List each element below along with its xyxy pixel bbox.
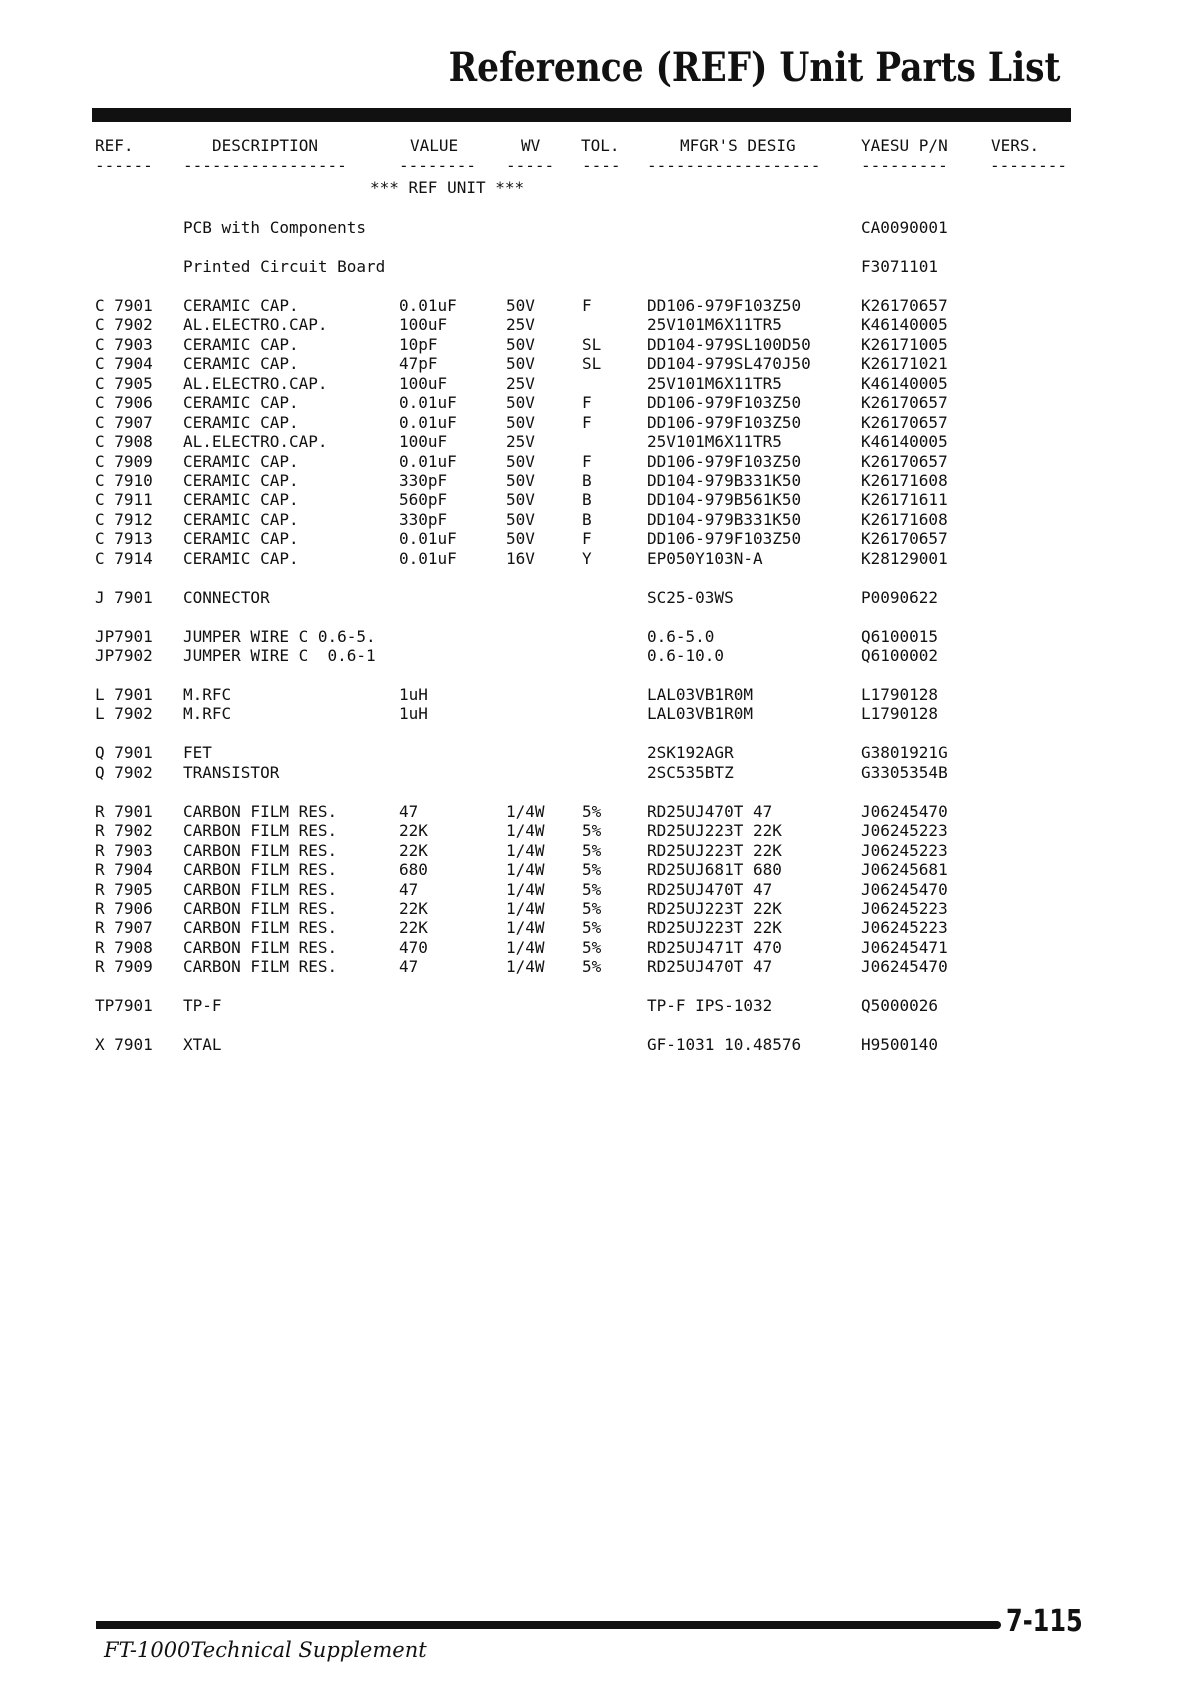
cell-value: 47	[399, 957, 419, 976]
cell-description: CERAMIC CAP.	[183, 452, 299, 471]
cell-yaesu-pn: K46140005	[861, 315, 948, 334]
cell-wv: 1/4W	[506, 880, 545, 899]
cell-description: TRANSISTOR	[183, 763, 280, 782]
cell-description: Printed Circuit Board	[183, 257, 386, 276]
cell-value: 10pF	[399, 335, 438, 354]
cell-description: CERAMIC CAP.	[183, 490, 299, 509]
cell-mfgr-desig: RD25UJ471T 470	[647, 938, 782, 957]
dash-description: -----------------	[183, 156, 347, 175]
cell-value: 0.01uF	[399, 393, 457, 412]
cell-value: 100uF	[399, 432, 448, 451]
cell-wv: 1/4W	[506, 821, 545, 840]
header-ref: REF.	[95, 136, 134, 155]
cell-tol: F	[582, 393, 592, 412]
cell-ref: C 7910	[95, 471, 153, 490]
cell-description: CERAMIC CAP.	[183, 335, 299, 354]
cell-value: 680	[399, 860, 428, 879]
cell-ref: R 7905	[95, 880, 153, 899]
cell-tol: F	[582, 452, 592, 471]
cell-mfgr-desig: DD104-979SL100D50	[647, 335, 811, 354]
cell-tol: 5%	[582, 957, 602, 976]
page-title: Reference (REF) Unit Parts List	[448, 44, 1060, 91]
cell-yaesu-pn: K26171608	[861, 510, 948, 529]
cell-mfgr-desig: DD104-979B331K50	[647, 471, 802, 490]
cell-description: CARBON FILM RES.	[183, 841, 338, 860]
cell-tol: B	[582, 490, 592, 509]
cell-value: 47pF	[399, 354, 438, 373]
cell-wv: 25V	[506, 374, 535, 393]
cell-mfgr-desig: DD104-979B331K50	[647, 510, 802, 529]
cell-mfgr-desig: RD25UJ470T 47	[647, 957, 773, 976]
cell-yaesu-pn: K26170657	[861, 529, 948, 548]
cell-wv: 16V	[506, 549, 535, 568]
cell-value: 22K	[399, 841, 428, 860]
cell-ref: R 7907	[95, 918, 153, 937]
cell-yaesu-pn: K26171608	[861, 471, 948, 490]
cell-ref: C 7905	[95, 374, 153, 393]
cell-description: CERAMIC CAP.	[183, 296, 299, 315]
cell-yaesu-pn: J06245681	[861, 860, 948, 879]
cell-description: AL.ELECTRO.CAP.	[183, 315, 328, 334]
dash-value: --------	[399, 156, 477, 175]
cell-description: CARBON FILM RES.	[183, 938, 338, 957]
cell-tol: B	[582, 471, 592, 490]
cell-ref: R 7903	[95, 841, 153, 860]
cell-value: 560pF	[399, 490, 448, 509]
cell-ref: R 7902	[95, 821, 153, 840]
cell-tol: 5%	[582, 821, 602, 840]
header-description: DESCRIPTION	[212, 136, 318, 155]
page-number: 7-115	[1006, 1604, 1083, 1639]
dash-tol: ----	[582, 156, 621, 175]
cell-description: CARBON FILM RES.	[183, 821, 338, 840]
cell-value: 0.01uF	[399, 452, 457, 471]
cell-description: AL.ELECTRO.CAP.	[183, 432, 328, 451]
cell-wv: 1/4W	[506, 957, 545, 976]
cell-yaesu-pn: J06245223	[861, 841, 948, 860]
cell-description: CERAMIC CAP.	[183, 529, 299, 548]
cell-description: CARBON FILM RES.	[183, 899, 338, 918]
cell-mfgr-desig: RD25UJ470T 47	[647, 880, 773, 899]
cell-description: M.RFC	[183, 704, 232, 723]
header-vers: VERS.	[991, 136, 1040, 155]
cell-yaesu-pn: K26170657	[861, 296, 948, 315]
cell-yaesu-pn: K46140005	[861, 432, 948, 451]
cell-value: 1uH	[399, 704, 428, 723]
cell-wv: 25V	[506, 432, 535, 451]
cell-tol: F	[582, 413, 592, 432]
cell-value: 47	[399, 802, 419, 821]
dash-vers: --------	[990, 156, 1068, 175]
cell-description: CARBON FILM RES.	[183, 957, 338, 976]
cell-mfgr-desig: GF-1031 10.48576	[647, 1035, 802, 1054]
cell-tol: 5%	[582, 802, 602, 821]
cell-ref: C 7911	[95, 490, 153, 509]
cell-value: 0.01uF	[399, 296, 457, 315]
cell-yaesu-pn: Q6100002	[861, 646, 939, 665]
cell-ref: C 7907	[95, 413, 153, 432]
cell-description: PCB with Components	[183, 218, 367, 237]
cell-mfgr-desig: SC25-03WS	[647, 588, 734, 607]
cell-mfgr-desig: TP-F IPS-1032	[647, 996, 773, 1015]
dash-wv: -----	[506, 156, 555, 175]
header-value: VALUE	[410, 136, 459, 155]
cell-yaesu-pn: K26171021	[861, 354, 948, 373]
cell-ref: C 7904	[95, 354, 153, 373]
cell-ref: J 7901	[95, 588, 153, 607]
footer-document-title: FT-1000Technical Supplement	[104, 1638, 427, 1662]
cell-yaesu-pn: K28129001	[861, 549, 948, 568]
header-tol: TOL.	[581, 136, 620, 155]
cell-wv: 1/4W	[506, 802, 545, 821]
cell-wv: 50V	[506, 490, 535, 509]
cell-yaesu-pn: J06245223	[861, 821, 948, 840]
cell-wv: 50V	[506, 471, 535, 490]
cell-yaesu-pn: J06245470	[861, 802, 948, 821]
cell-value: 0.01uF	[399, 549, 457, 568]
cell-value: 330pF	[399, 510, 448, 529]
cell-ref: C 7906	[95, 393, 153, 412]
cell-description: CARBON FILM RES.	[183, 880, 338, 899]
cell-mfgr-desig: RD25UJ223T 22K	[647, 918, 782, 937]
cell-description: CERAMIC CAP.	[183, 510, 299, 529]
cell-mfgr-desig: 2SK192AGR	[647, 743, 734, 762]
cell-mfgr-desig: DD106-979F103Z50	[647, 452, 802, 471]
cell-description: CERAMIC CAP.	[183, 471, 299, 490]
cell-ref: JP7901	[95, 627, 153, 646]
cell-tol: B	[582, 510, 592, 529]
cell-description: XTAL	[183, 1035, 222, 1054]
cell-ref: C 7902	[95, 315, 153, 334]
cell-mfgr-desig: 0.6-5.0	[647, 627, 715, 646]
cell-mfgr-desig: RD25UJ223T 22K	[647, 821, 782, 840]
cell-ref: C 7914	[95, 549, 153, 568]
cell-yaesu-pn: Q6100015	[861, 627, 939, 646]
cell-mfgr-desig: DD106-979F103Z50	[647, 393, 802, 412]
cell-value: 22K	[399, 918, 428, 937]
cell-yaesu-pn: P0090622	[861, 588, 939, 607]
cell-tol: 5%	[582, 841, 602, 860]
cell-wv: 50V	[506, 354, 535, 373]
cell-yaesu-pn: CA0090001	[861, 218, 948, 237]
cell-value: 470	[399, 938, 428, 957]
dash-yaesu-pn: ---------	[861, 156, 948, 175]
cell-mfgr-desig: RD25UJ681T 680	[647, 860, 782, 879]
cell-tol: F	[582, 296, 592, 315]
cell-value: 0.01uF	[399, 413, 457, 432]
cell-wv: 50V	[506, 510, 535, 529]
cell-yaesu-pn: J06245223	[861, 918, 948, 937]
cell-yaesu-pn: Q5000026	[861, 996, 939, 1015]
cell-description: TP-F	[183, 996, 222, 1015]
cell-tol: 5%	[582, 918, 602, 937]
cell-mfgr-desig: RD25UJ470T 47	[647, 802, 773, 821]
cell-tol: 5%	[582, 899, 602, 918]
cell-description: CARBON FILM RES.	[183, 802, 338, 821]
dash-ref: ------	[95, 156, 153, 175]
cell-mfgr-desig: DD104-979SL470J50	[647, 354, 811, 373]
cell-wv: 50V	[506, 335, 535, 354]
cell-mfgr-desig: DD106-979F103Z50	[647, 296, 802, 315]
cell-ref: Q 7901	[95, 743, 153, 762]
cell-mfgr-desig: 25V101M6X11TR5	[647, 432, 782, 451]
cell-value: 100uF	[399, 315, 448, 334]
cell-yaesu-pn: G3305354B	[861, 763, 948, 782]
footer-rule	[96, 1621, 1001, 1629]
cell-value: 47	[399, 880, 419, 899]
cell-ref: JP7902	[95, 646, 153, 665]
cell-yaesu-pn: J06245470	[861, 957, 948, 976]
unit-label: *** REF UNIT ***	[370, 178, 525, 197]
cell-description: CERAMIC CAP.	[183, 393, 299, 412]
header-rule	[92, 108, 1071, 122]
cell-ref: R 7908	[95, 938, 153, 957]
cell-value: 330pF	[399, 471, 448, 490]
cell-description: CONNECTOR	[183, 588, 270, 607]
cell-ref: X 7901	[95, 1035, 153, 1054]
cell-value: 100uF	[399, 374, 448, 393]
cell-value: 1uH	[399, 685, 428, 704]
cell-description: AL.ELECTRO.CAP.	[183, 374, 328, 393]
cell-tol: F	[582, 529, 592, 548]
cell-tol: 5%	[582, 860, 602, 879]
cell-mfgr-desig: DD106-979F103Z50	[647, 529, 802, 548]
cell-yaesu-pn: K26170657	[861, 393, 948, 412]
cell-yaesu-pn: K26171005	[861, 335, 948, 354]
cell-description: JUMPER WIRE C 0.6-1	[183, 646, 376, 665]
cell-mfgr-desig: LAL03VB1R0M	[647, 685, 753, 704]
cell-mfgr-desig: DD106-979F103Z50	[647, 413, 802, 432]
cell-mfgr-desig: 25V101M6X11TR5	[647, 374, 782, 393]
cell-tol: 5%	[582, 880, 602, 899]
cell-mfgr-desig: RD25UJ223T 22K	[647, 899, 782, 918]
cell-description: JUMPER WIRE C 0.6-5.	[183, 627, 376, 646]
cell-yaesu-pn: J06245470	[861, 880, 948, 899]
cell-yaesu-pn: F3071101	[861, 257, 939, 276]
cell-description: CARBON FILM RES.	[183, 918, 338, 937]
cell-ref: R 7904	[95, 860, 153, 879]
cell-ref: C 7901	[95, 296, 153, 315]
cell-yaesu-pn: K26170657	[861, 452, 948, 471]
cell-mfgr-desig: EP050Y103N-A	[647, 549, 763, 568]
cell-description: FET	[183, 743, 212, 762]
cell-wv: 50V	[506, 413, 535, 432]
cell-tol: SL	[582, 354, 602, 373]
cell-yaesu-pn: K46140005	[861, 374, 948, 393]
cell-ref: L 7901	[95, 685, 153, 704]
cell-wv: 50V	[506, 393, 535, 412]
cell-ref: C 7909	[95, 452, 153, 471]
cell-value: 0.01uF	[399, 529, 457, 548]
cell-ref: C 7908	[95, 432, 153, 451]
cell-wv: 1/4W	[506, 860, 545, 879]
cell-yaesu-pn: K26171611	[861, 490, 948, 509]
cell-value: 22K	[399, 821, 428, 840]
cell-ref: TP7901	[95, 996, 153, 1015]
cell-tol: SL	[582, 335, 602, 354]
cell-wv: 1/4W	[506, 938, 545, 957]
cell-description: CARBON FILM RES.	[183, 860, 338, 879]
cell-description: M.RFC	[183, 685, 232, 704]
cell-description: CERAMIC CAP.	[183, 413, 299, 432]
cell-tol: 5%	[582, 938, 602, 957]
cell-ref: R 7906	[95, 899, 153, 918]
cell-mfgr-desig: 2SC535BTZ	[647, 763, 734, 782]
cell-wv: 1/4W	[506, 899, 545, 918]
cell-mfgr-desig: DD104-979B561K50	[647, 490, 802, 509]
cell-wv: 50V	[506, 296, 535, 315]
cell-tol: Y	[582, 549, 592, 568]
cell-mfgr-desig: 25V101M6X11TR5	[647, 315, 782, 334]
cell-wv: 25V	[506, 315, 535, 334]
cell-yaesu-pn: L1790128	[861, 704, 939, 723]
cell-ref: R 7909	[95, 957, 153, 976]
cell-description: CERAMIC CAP.	[183, 354, 299, 373]
cell-value: 22K	[399, 899, 428, 918]
cell-mfgr-desig: LAL03VB1R0M	[647, 704, 753, 723]
cell-ref: C 7913	[95, 529, 153, 548]
cell-yaesu-pn: G3801921G	[861, 743, 948, 762]
cell-yaesu-pn: H9500140	[861, 1035, 939, 1054]
cell-mfgr-desig: 0.6-10.0	[647, 646, 725, 665]
cell-yaesu-pn: L1790128	[861, 685, 939, 704]
cell-ref: R 7901	[95, 802, 153, 821]
cell-description: CERAMIC CAP.	[183, 549, 299, 568]
cell-wv: 50V	[506, 529, 535, 548]
cell-mfgr-desig: RD25UJ223T 22K	[647, 841, 782, 860]
cell-yaesu-pn: J06245223	[861, 899, 948, 918]
header-wv: WV	[521, 136, 541, 155]
cell-yaesu-pn: K26170657	[861, 413, 948, 432]
cell-ref: C 7903	[95, 335, 153, 354]
header-mfgr: MFGR'S DESIG	[680, 136, 796, 155]
dash-mfgr: ------------------	[647, 156, 821, 175]
cell-wv: 1/4W	[506, 841, 545, 860]
cell-wv: 1/4W	[506, 918, 545, 937]
cell-ref: C 7912	[95, 510, 153, 529]
cell-wv: 50V	[506, 452, 535, 471]
cell-ref: Q 7902	[95, 763, 153, 782]
header-yaesu-pn: YAESU P/N	[861, 136, 948, 155]
cell-ref: L 7902	[95, 704, 153, 723]
cell-yaesu-pn: J06245471	[861, 938, 948, 957]
